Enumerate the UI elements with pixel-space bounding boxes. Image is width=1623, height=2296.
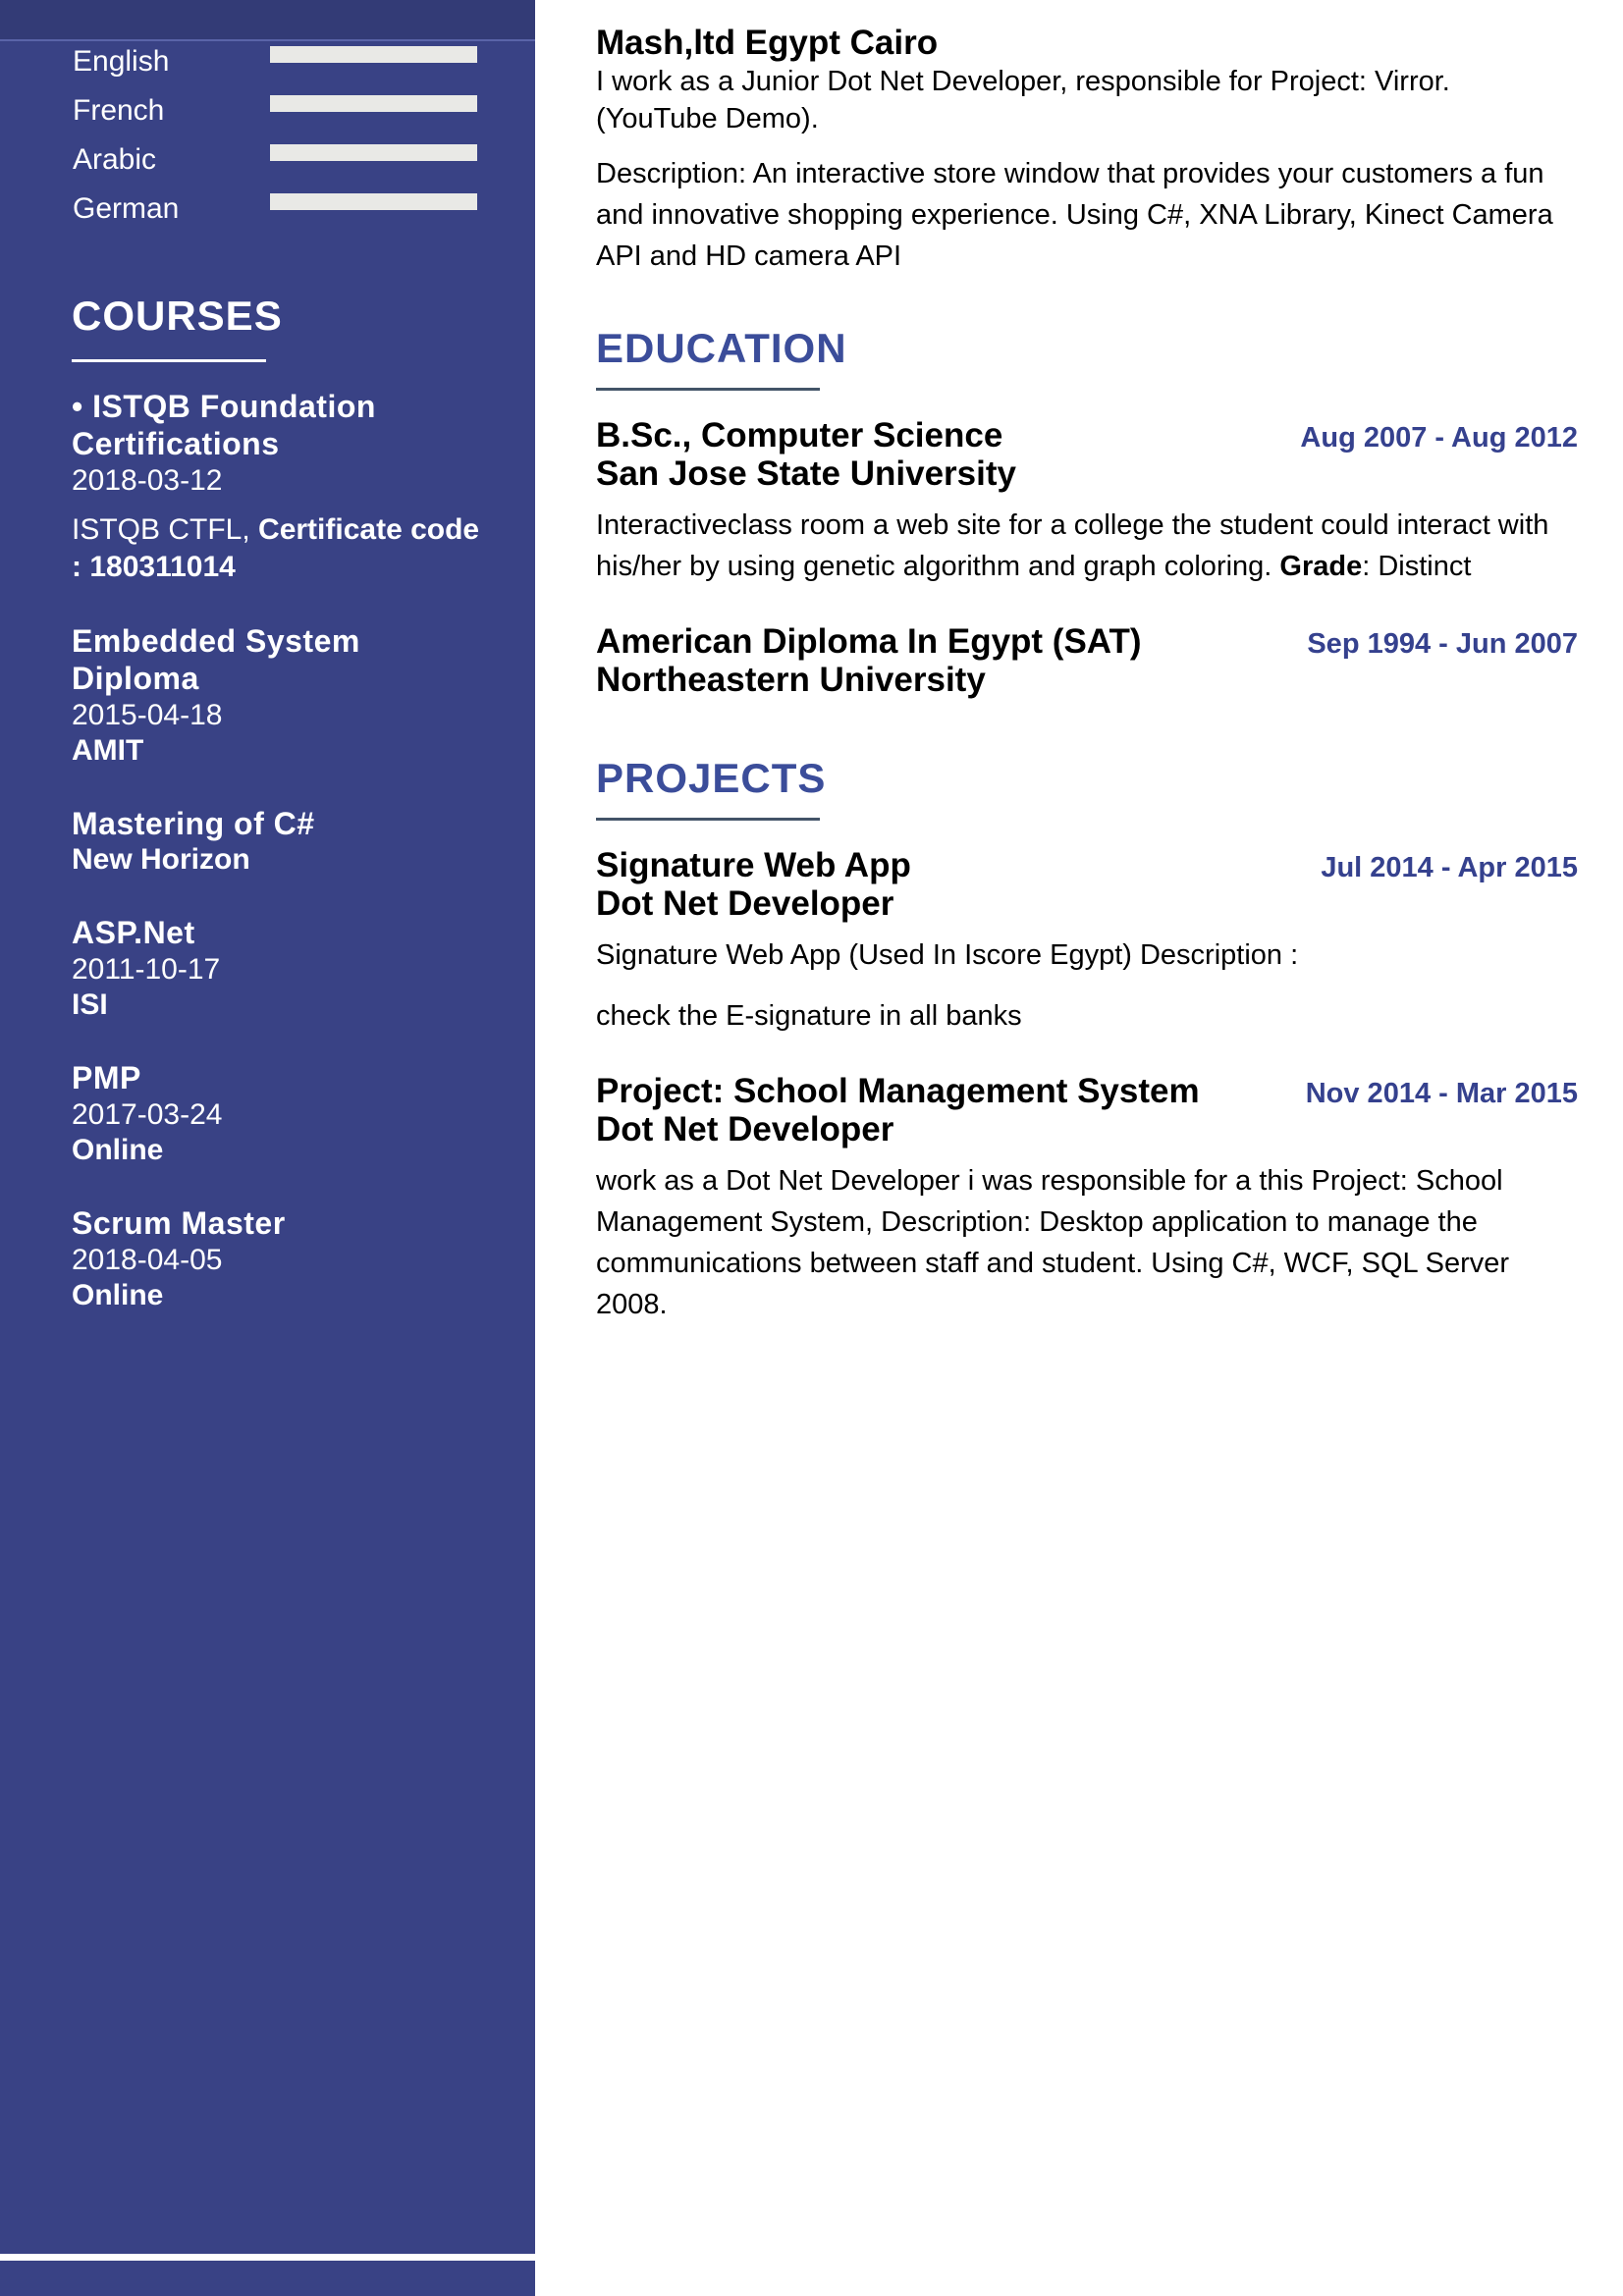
course-institute: Online — [72, 1279, 164, 1311]
sidebar-top-band — [0, 0, 535, 41]
language-label: French — [73, 94, 165, 127]
language-level-bar — [270, 95, 477, 112]
course-title: PMP — [72, 1060, 141, 1095]
entry-header — [596, 622, 1578, 661]
language-row — [0, 140, 535, 189]
institution-name: Northeastern University — [596, 661, 986, 699]
languages-section — [0, 42, 535, 239]
course-title: Embedded System Diploma — [72, 623, 360, 696]
project-title: Signature Web App — [596, 846, 911, 884]
language-level-bar — [270, 46, 477, 63]
course-date: 2017-03-24 — [72, 1098, 223, 1131]
course-institute: ISI — [72, 988, 108, 1021]
project-entry — [596, 846, 1578, 1037]
project-description-extra: check the E-signature in all banks — [596, 1000, 1022, 1032]
course-item — [72, 1204, 489, 1313]
language-row — [0, 189, 535, 239]
projects-heading-underline — [596, 818, 820, 821]
course-date: 2018-03-12 — [72, 464, 223, 497]
course-date: 2018-04-05 — [72, 1244, 223, 1276]
degree-dates: Aug 2007 - Aug 2012 — [1300, 422, 1578, 454]
grade-value: : Distinct — [1362, 551, 1472, 582]
course-detail-text: ISTQB CTFL, — [72, 513, 259, 546]
course-institute: AMIT — [72, 734, 144, 767]
projects-heading: PROJECTS — [596, 755, 827, 801]
education-entry — [596, 622, 1578, 699]
course-institute: Online — [72, 1134, 164, 1166]
project-description: Signature Web App (Used In Iscore Egypt) Description : — [596, 939, 1299, 971]
course-title: Mastering of C# — [72, 806, 315, 841]
degree-title: B.Sc., Computer Science — [596, 416, 1003, 454]
language-row — [0, 42, 535, 91]
grade-label: Grade — [1279, 551, 1363, 582]
education-entry — [596, 416, 1578, 587]
course-item — [72, 914, 489, 1023]
language-row — [0, 91, 535, 140]
company-name: Mash,ltd Egypt Cairo — [596, 24, 939, 62]
experience-summary: I work as a Junior Dot Net Developer, responsible for Project: Virror. (YouTube Demo). — [596, 66, 1450, 134]
project-role: Dot Net Developer — [596, 1110, 894, 1148]
language-label: English — [73, 45, 170, 78]
project-dates: Jul 2014 - Apr 2015 — [1321, 852, 1578, 883]
course-item — [72, 388, 489, 586]
language-label: Arabic — [73, 143, 157, 176]
language-label: German — [73, 192, 180, 225]
project-title: Project: School Management System — [596, 1072, 1200, 1110]
experience-description: Description: An interactive store window that provides your customers a fun and innovative shopping experience. Using C#, XNA Library, Kinect Camera API and HD camera API — [596, 158, 1553, 272]
degree-description-text: Interactiveclass room a web site for a college the student could interact with his/her by using genetic algorithm and graph coloring. — [596, 509, 1549, 582]
course-title: Scrum Master — [72, 1205, 286, 1241]
education-heading-underline — [596, 388, 820, 391]
project-dates: Nov 2014 - Mar 2015 — [1305, 1078, 1578, 1109]
courses-heading: COURSES — [72, 293, 283, 339]
main-content — [596, 0, 1578, 1325]
course-title: • ISTQB Foundation Certifications — [72, 389, 376, 461]
education-heading: EDUCATION — [596, 325, 847, 371]
course-date: 2015-04-18 — [72, 699, 223, 731]
page-break-separator — [0, 2254, 1623, 2261]
project-entry — [596, 1072, 1578, 1325]
entry-header — [596, 1072, 1578, 1110]
course-date: 2011-10-17 — [72, 953, 221, 986]
course-item — [72, 1059, 489, 1168]
degree-dates: Sep 1994 - Jun 2007 — [1307, 628, 1578, 660]
courses-heading-underline — [72, 359, 266, 362]
course-detail — [72, 511, 489, 586]
course-institute: New Horizon — [72, 843, 250, 876]
entry-header — [596, 846, 1578, 884]
course-title: ASP.Net — [72, 915, 195, 950]
courses-section — [72, 294, 489, 1350]
course-item — [72, 805, 489, 878]
project-description: work as a Dot Net Developer i was responsible for a this Project: School Management System, Description: Desktop application to manage the communications between staff and student. Using C#, WCF, SQL Server 2008. — [596, 1165, 1510, 1320]
course-certificate-code: Certificate code : 180311014 — [72, 513, 480, 583]
sidebar — [0, 0, 535, 2296]
course-item — [72, 622, 489, 769]
education-section — [596, 326, 1578, 699]
language-level-bar — [270, 144, 477, 161]
projects-section — [596, 756, 1578, 1325]
experience-entry — [596, 24, 1578, 277]
language-level-bar — [270, 193, 477, 210]
institution-name: San Jose State University — [596, 454, 1016, 493]
project-role: Dot Net Developer — [596, 884, 894, 923]
entry-header — [596, 416, 1578, 454]
degree-title: American Diploma In Egypt (SAT) — [596, 622, 1142, 661]
degree-description — [596, 505, 1578, 587]
